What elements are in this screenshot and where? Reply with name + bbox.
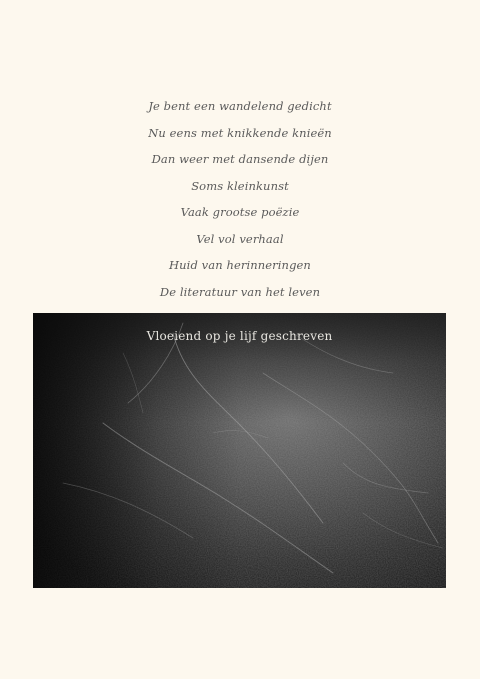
poem-line-3: Dan weer met dansende dijen [151, 152, 329, 166]
poem-line-1: Je bent een wandelend gedicht [148, 99, 332, 113]
photo-caption: Vloeiend op je lijf geschreven [146, 329, 333, 343]
poem-line-4: Soms kleinkunst [191, 178, 289, 193]
poem-line-8: De literatuur van het leven [159, 284, 321, 299]
skin-texture-photo [33, 313, 446, 588]
skin-texture-image [33, 313, 446, 588]
poem-line-2: Nu eens met knikkende knieën [148, 125, 332, 140]
poem-line-7: Huid van herinneringen [169, 258, 311, 272]
poem-line-5: Vaak grootse poëzie [180, 205, 300, 219]
poem [0, 97, 480, 309]
poem-line-6: Vel vol verhaal [196, 231, 284, 246]
